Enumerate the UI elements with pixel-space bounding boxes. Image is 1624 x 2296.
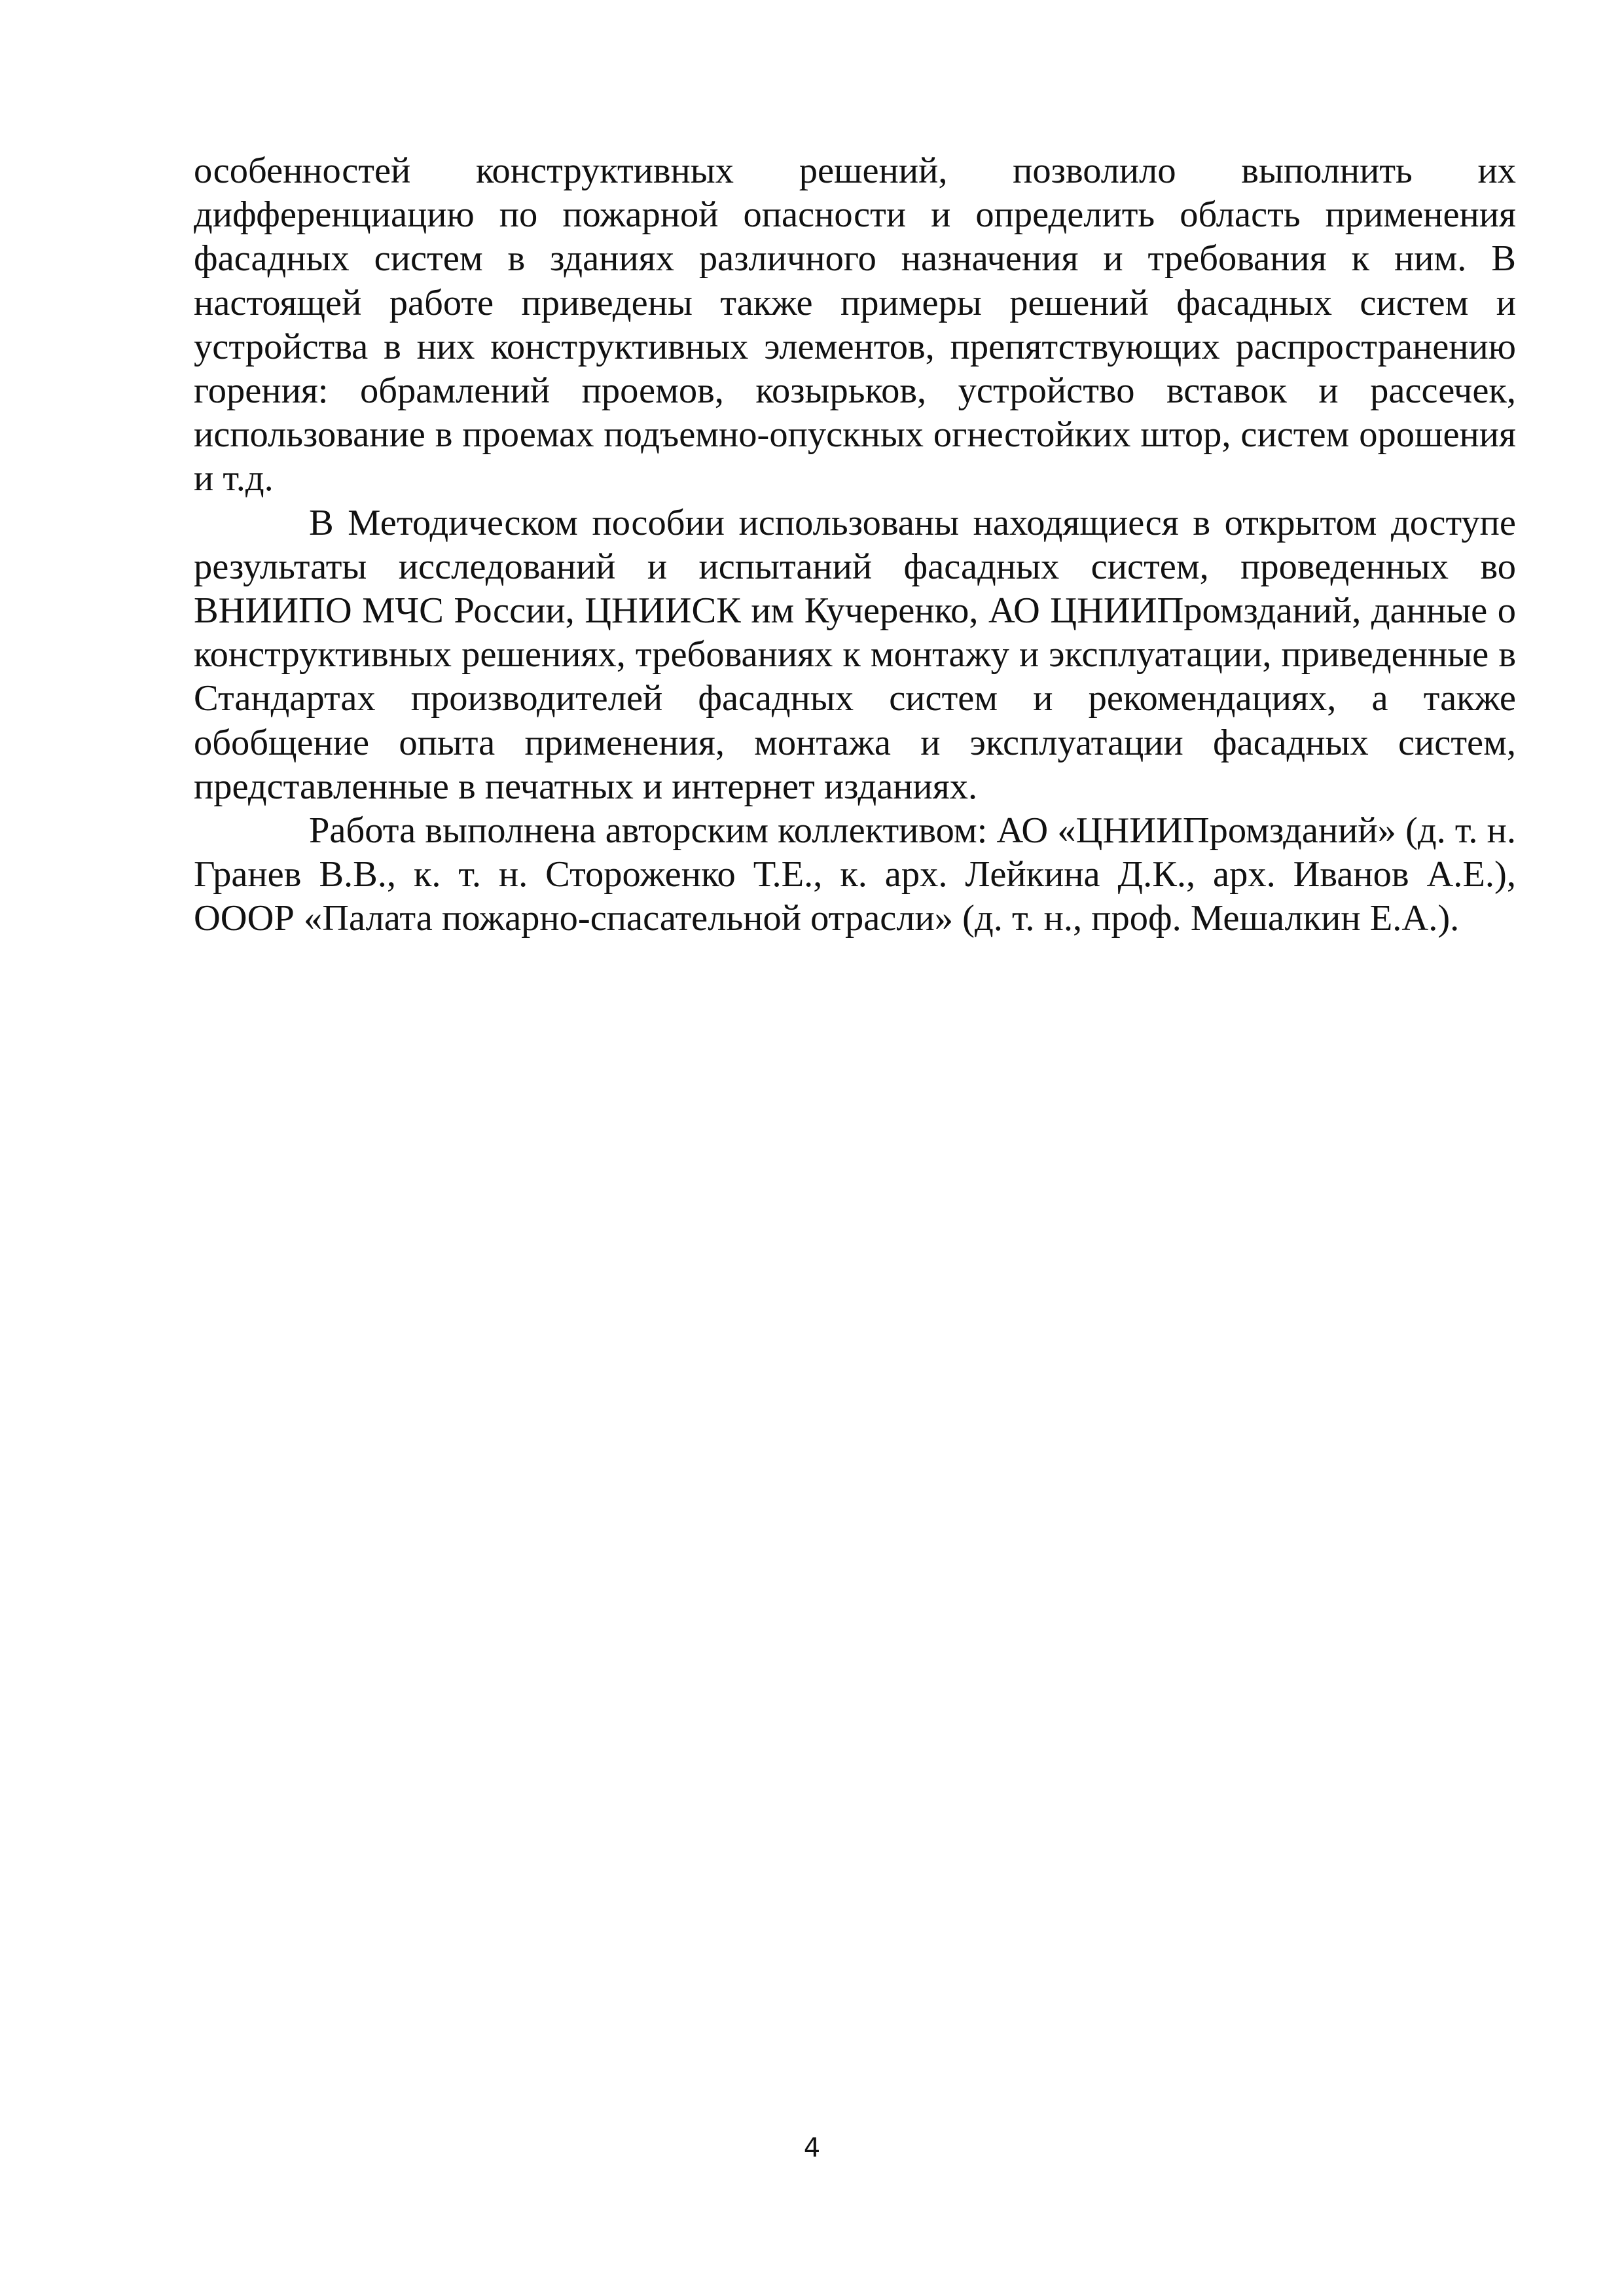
paragraph-methodical-guide-sources: В Методическом пособии использованы находящиеся в открытом доступе результаты исследований и испытаний фасадных систем, проведенных во ВНИИПО МЧС России, ЦНИИСК им Кучеренко, АО ЦНИИПромзданий, данные о конструктивных решениях, требованиях к монтажу и эксплуатации, приведенные в Стандартах производителей фасадных систем и рекомендациях, а также обобщение опыта применения, монтажа и эксплуатации фасадных систем, представленные в печатных и интернет изданиях. [194, 502, 1516, 807]
paragraph-authors: Работа выполнена авторским коллективом: АО «ЦНИИПромзданий» (д. т. н. Гранев В.В., к. т. н. Стороженко Т.Е., к. арх. Лейкина Д.К., арх. Иванов А.Е.), ОООР «Палата пожарно-спасательной отрасли» (д. т. н., проф. Мешалкин Е.А.). [194, 810, 1516, 939]
document-body [194, 149, 1516, 941]
paragraph-continuation: особенностей конструктивных решений, позволило выполнить их дифференциацию по пожарной опасности и определить область применения фасадных систем в зданиях различного назначения и требования к ним. В настоящей работе приведены также примеры решений фасадных систем и устройства в них конструктивных элементов, препятствующих распространению горения: обрамлений проемов, козырьков, устройство вставок и рассечек, использование в проемах подъемно-опускных огнестойких штор, систем орошения и т.д. [194, 151, 1516, 499]
page-number: 4 [803, 2133, 821, 2163]
